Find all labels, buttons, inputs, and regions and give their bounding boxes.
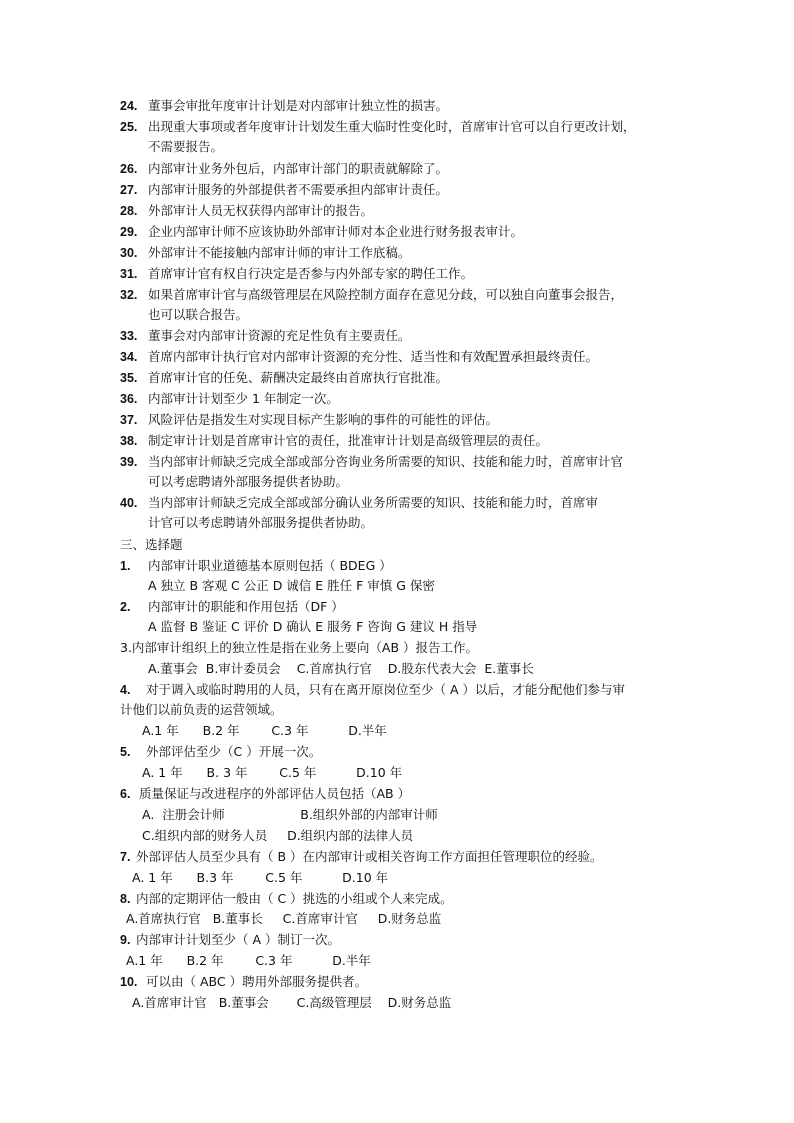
question-options: A.1 年 B.2 年 C.3 年 D.半年 [142, 723, 387, 738]
question-text: 内部审计计划至少（ A ）制订一次。 [136, 932, 340, 947]
item-number: 30. [120, 246, 138, 260]
question-options: A. 1 年 B. 3 年 C.5 年 D.10 年 [142, 765, 403, 780]
item-text: 出现重大事项或者年度审计计划发生重大临时性变化时，首席审计官可以自行更改计划， [148, 119, 636, 134]
question-text: 质量保证与改进程序的外部评估人员包括（AB ） [139, 786, 411, 801]
question-options: A.首席审计官 B.董事会 C.高级管理层 D.财务总监 [132, 995, 452, 1010]
question-text-continued: 计他们以前负责的运营领域。 [120, 702, 283, 717]
question-text: 外部评估人员至少具有（ B ）在内部审计或相关咨询工作方面担任管理职位的经验。 [136, 849, 603, 864]
item-text: 首席审计官有权自行决定是否参与内外部专家的聘任工作。 [148, 266, 474, 281]
question-number: 1. [120, 559, 131, 573]
item-number: 36. [120, 392, 138, 406]
question-number: 9. [120, 933, 131, 947]
question-text: 内部的定期评估一般由（ C ）挑选的小组或个人来完成。 [136, 891, 453, 906]
item-text-continued: 也可以联合报告。 [148, 307, 249, 322]
item-text: 当内部审计师缺乏完成全部或部分咨询业务所需要的知识、技能和能力时，首席审计官 [148, 454, 624, 469]
item-text: 风险评估是指发生对实现目标产生影响的事件的可能性的评估。 [148, 412, 499, 427]
question-number: 7. [120, 850, 131, 864]
item-text: 制定审计计划是首席审计官的责任，批准审计计划是高级管理层的责任。 [148, 433, 549, 448]
item-number: 38. [120, 434, 138, 448]
item-text: 内部审计业务外包后，内部审计部门的职责就解除了。 [148, 161, 449, 176]
question-options: A.首席执行官 B.董事长 C.首席审计官 D.财务总监 [126, 911, 442, 926]
item-number: 32. [120, 288, 138, 302]
item-text: 董事会对内部审计资源的充足性负有主要责任。 [148, 328, 411, 343]
question-number: 2. [120, 600, 131, 614]
question-number: 4. [120, 683, 131, 697]
question-text: 3.内部审计组织上的独立性是指在业务上要向（AB ）报告工作。 [120, 640, 479, 655]
item-number: 40. [120, 496, 138, 510]
question-text: 可以由（ ABC ）聘用外部服务提供者。 [146, 974, 368, 989]
question-text: 外部评估至少（C ）开展一次。 [146, 744, 322, 759]
item-number: 25. [120, 120, 138, 134]
item-number: 34. [120, 350, 138, 364]
item-number: 24. [120, 99, 138, 113]
question-options: A. 1 年 B.3 年 C.5 年 D.10 年 [132, 870, 389, 885]
item-text: 董事会审批年度审计计划是对内部审计独立性的损害。 [148, 98, 449, 113]
question-number: 5. [120, 745, 131, 759]
item-text-continued: 不需要报告。 [148, 139, 224, 154]
item-text: 外部审计不能接触内部审计师的审计工作底稿。 [148, 245, 411, 260]
item-text: 首席内部审计执行官对内部审计资源的充分性、适当性和有效配置承担最终责任。 [148, 349, 599, 364]
question-text: 内部审计职业道德基本原则包括（ BDEG ） [148, 558, 392, 573]
item-number: 28. [120, 204, 138, 218]
item-number: 27. [120, 183, 138, 197]
question-text: 对于调入或临时聘用的人员，只有在离开原岗位至少（ A ）以后，才能分配他们参与审 [146, 682, 625, 697]
item-text: 当内部审计师缺乏完成全部或部分确认业务所需要的知识、技能和能力时，首席审 [148, 495, 599, 510]
item-number: 33. [120, 329, 138, 343]
item-text: 内部审计计划至少 1 年制定一次。 [148, 391, 339, 406]
item-text: 如果首席审计官与高级管理层在风险控制方面存在意见分歧，可以独自向董事会报告， [148, 287, 624, 302]
item-text-continued: 可以考虑聘请外部服务提供者协助。 [148, 474, 349, 489]
question-number: 8. [120, 892, 131, 906]
question-number: 6. [120, 787, 131, 801]
item-number: 26. [120, 162, 138, 176]
question-options: A 独立 B 客观 C 公正 D 诚信 E 胜任 F 审慎 G 保密 [148, 578, 435, 593]
item-number: 37. [120, 413, 138, 427]
item-text-continued: 计官可以考虑聘请外部服务提供者协助。 [148, 515, 374, 530]
question-options: C.组织内部的财务人员 D.组织内部的法律人员 [142, 828, 414, 843]
item-number: 39. [120, 455, 138, 469]
item-text: 企业内部审计师不应该协助外部审计师对本企业进行财务报表审计。 [148, 224, 524, 239]
item-number: 31. [120, 267, 138, 281]
item-text: 外部审计人员无权获得内部审计的报告。 [148, 203, 374, 218]
item-text: 首席审计官的任免、薪酬决定最终由首席执行官批准。 [148, 370, 449, 385]
item-text: 内部审计服务的外部提供者不需要承担内部审计责任。 [148, 182, 449, 197]
question-options: A.1 年 B.2 年 C.3 年 D.半年 [126, 953, 371, 968]
question-options: A. 注册会计师 B.组织外部的内部审计师 [142, 807, 438, 822]
question-text: 内部审计的职能和作用包括（DF ） [148, 599, 344, 614]
item-number: 29. [120, 225, 138, 239]
question-options: A 监督 B 鉴证 C 评价 D 确认 E 服务 F 咨询 G 建议 H 指导 [148, 619, 478, 634]
section-title: 三、选择题 [120, 537, 183, 552]
question-options: A.董事会 B.审计委员会 C.首席执行官 D.股东代表大会 E.董事长 [148, 661, 534, 676]
item-number: 35. [120, 371, 138, 385]
question-number: 10. [120, 975, 138, 989]
